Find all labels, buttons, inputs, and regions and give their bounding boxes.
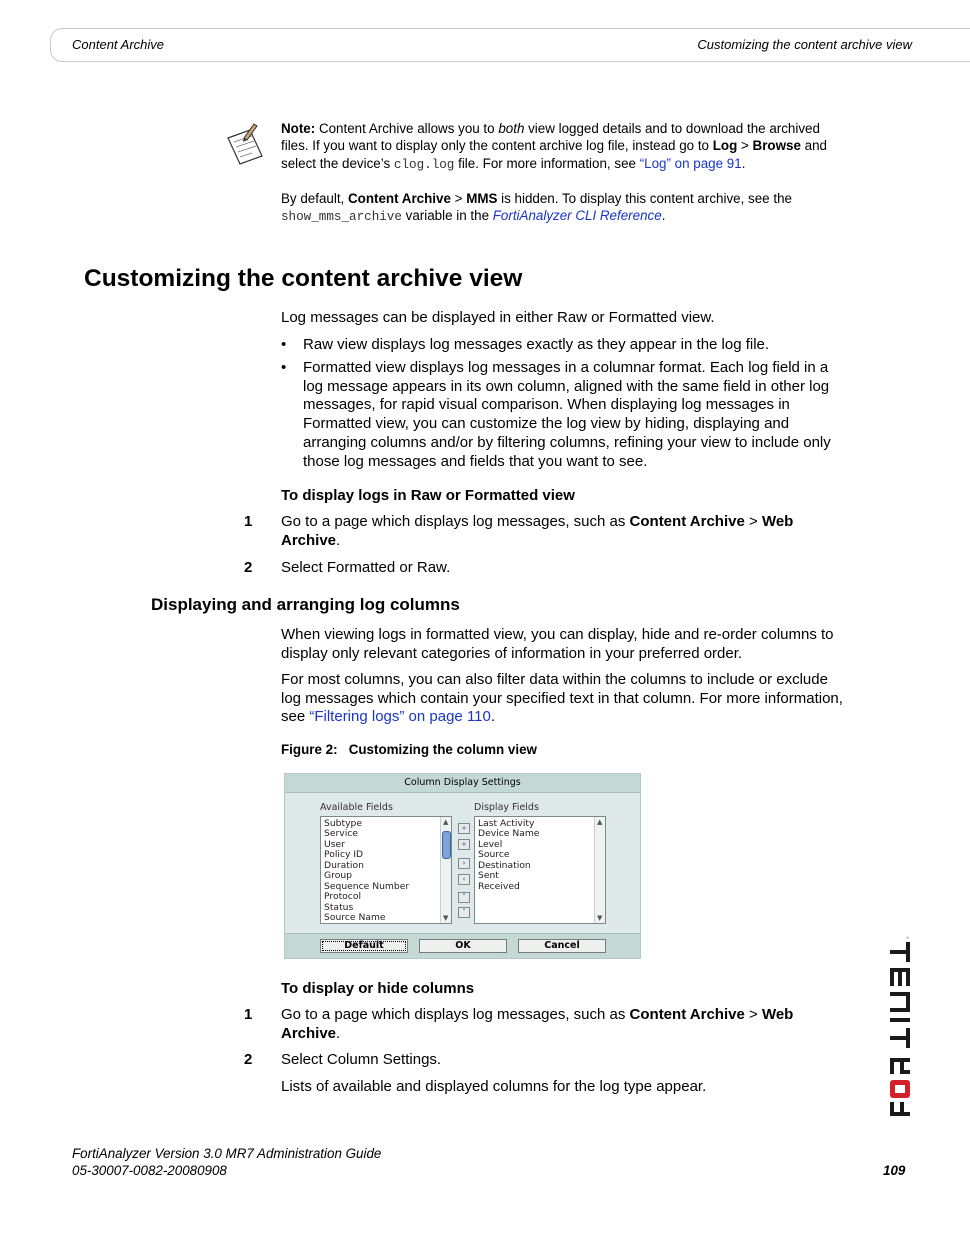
- header-section: Customizing the content archive view: [697, 37, 912, 52]
- display-fields-label: Display Fields: [474, 802, 539, 813]
- cancel-button[interactable]: Cancel: [518, 939, 606, 953]
- step-select-column-settings: Select Column Settings.: [281, 1051, 442, 1068]
- note-box: [281, 120, 846, 226]
- section-intro: Log messages can be displayed in either Raw or Formatted view.: [281, 309, 715, 326]
- scroll-down-icon[interactable]: ▼: [597, 914, 603, 922]
- bullet-marker: •: [281, 359, 287, 376]
- step-number: 1: [244, 1006, 253, 1023]
- move-all-right-icon[interactable]: »: [458, 823, 470, 834]
- list-item[interactable]: Last Activity: [478, 818, 535, 829]
- cli-reference-link[interactable]: FortiAnalyzer CLI Reference: [492, 208, 662, 224]
- svg-text:®: ®: [906, 936, 909, 940]
- list-item[interactable]: Protocol: [324, 891, 362, 903]
- available-fields-list[interactable]: [320, 816, 452, 924]
- move-down-icon[interactable]: ˅: [458, 907, 470, 918]
- list-item[interactable]: User: [324, 838, 345, 850]
- log-page-link[interactable]: “Log” on page 91: [639, 155, 742, 171]
- available-fields-items: [324, 819, 409, 924]
- move-all-left-icon[interactable]: «: [458, 839, 470, 850]
- list-item[interactable]: Device Name: [478, 828, 540, 840]
- step-number: 1: [244, 513, 253, 530]
- step-number: 2: [244, 559, 253, 576]
- column-display-settings-dialog: [284, 773, 641, 959]
- dialog-footer: [285, 933, 640, 958]
- subsection-paragraph-2: For most columns, you can also filter data within the columns to include or exclude log messages which contain your specified text in that column. For more information, see “Filtering logs” on page 110.: [281, 671, 843, 726]
- fortinet-logo: [890, 936, 914, 1130]
- step-result-text: Lists of available and displayed columns for the log type appear.: [281, 1078, 707, 1095]
- step-go-to-page: Go to a page which displays log messages, such as Content Archive > Web Archive.: [281, 513, 794, 549]
- available-fields-label: Available Fields: [320, 802, 393, 813]
- list-item[interactable]: Subtype: [324, 818, 363, 829]
- section-title: Customizing the content archive view: [84, 265, 523, 292]
- list-item[interactable]: Received: [478, 880, 520, 892]
- filtering-logs-link[interactable]: “Filtering logs” on page 110: [309, 708, 491, 726]
- scroll-up-icon[interactable]: ▲: [597, 818, 603, 826]
- list-item[interactable]: Sequence Number: [324, 880, 410, 892]
- dialog-title: Column Display Settings: [285, 774, 640, 793]
- list-item[interactable]: Policy ID: [324, 849, 364, 861]
- footer-doc-number: 05-30007-0082-20080908: [72, 1163, 227, 1178]
- footer-guide-title: FortiAnalyzer Version 3.0 MR7 Administration Guide: [72, 1146, 382, 1161]
- move-left-icon[interactable]: ‹: [458, 874, 470, 885]
- subsection-paragraph-1: When viewing logs in formatted view, you can display, hide and re-order columns to display only relevant categories of information in your preferred order.: [281, 626, 834, 662]
- scroll-up-icon[interactable]: ▲: [443, 818, 449, 826]
- step-go-to-page: Go to a page which displays log messages, such as Content Archive > Web Archive.: [281, 1006, 794, 1042]
- list-item[interactable]: Duration: [324, 859, 364, 871]
- available-fields-scrollbar[interactable]: [440, 817, 451, 923]
- list-item[interactable]: Source Name: [324, 912, 386, 924]
- list-item[interactable]: Sent: [478, 870, 499, 882]
- list-item[interactable]: Group: [324, 870, 352, 882]
- step-select-view: Select Formatted or Raw.: [281, 559, 451, 576]
- list-item[interactable]: Status: [324, 901, 354, 913]
- header-chapter: Content Archive: [72, 37, 165, 52]
- display-fields-list[interactable]: [474, 816, 606, 924]
- subsection-title: Displaying and arranging log columns: [151, 595, 460, 614]
- note-paragraph-1: Note: Content Archive allows you to both view logged details and to download the archived files. If you want to display only the content archive log file, instead go to Log > Browse and select the device’s clog.log file. For more information, see “Log” on page 91.: [281, 121, 827, 172]
- list-item[interactable]: Source: [478, 849, 510, 861]
- bullet-raw-view: Raw view displays log messages exactly as they appear in the log file.: [303, 336, 770, 353]
- page-number: 109: [883, 1163, 906, 1178]
- list-item[interactable]: Level: [478, 838, 503, 850]
- bullet-formatted-view: Formatted view displays log messages in a columnar format. Each log field in a log message appears in its own column, aligned with the same field in other log messages, for rapid visual comparison. When displaying log messages in Formatted view, you can customize the log view by hiding, displaying and arranging columns and/or by filtering columns, refining your view to include only those log messages and fields that you want to see.: [303, 359, 831, 470]
- move-right-icon[interactable]: ›: [458, 858, 470, 869]
- scroll-down-icon[interactable]: ▼: [443, 914, 449, 922]
- list-item[interactable]: Service: [324, 828, 358, 840]
- bullet-marker: •: [281, 336, 287, 353]
- default-button[interactable]: Default: [320, 939, 408, 953]
- list-item[interactable]: Destination: [478, 859, 531, 871]
- procedure-title-columns: To display or hide columns: [281, 980, 475, 997]
- scroll-thumb[interactable]: [442, 831, 451, 859]
- note-paragraph-2: By default, Content Archive > MMS is hidden. To display this content archive, see the show_mms_archive variable in the FortiAnalyzer CLI Reference.: [281, 190, 792, 225]
- figure-caption: Figure 2: Customizing the column view: [281, 742, 537, 757]
- display-fields-items: [478, 819, 539, 892]
- display-fields-scrollbar[interactable]: [594, 817, 605, 923]
- ok-button[interactable]: OK: [419, 939, 507, 953]
- step-number: 2: [244, 1051, 253, 1068]
- move-up-icon[interactable]: ˄: [458, 892, 470, 903]
- note-icon: [224, 122, 266, 168]
- procedure-title-raw-formatted: To display logs in Raw or Formatted view: [281, 487, 575, 504]
